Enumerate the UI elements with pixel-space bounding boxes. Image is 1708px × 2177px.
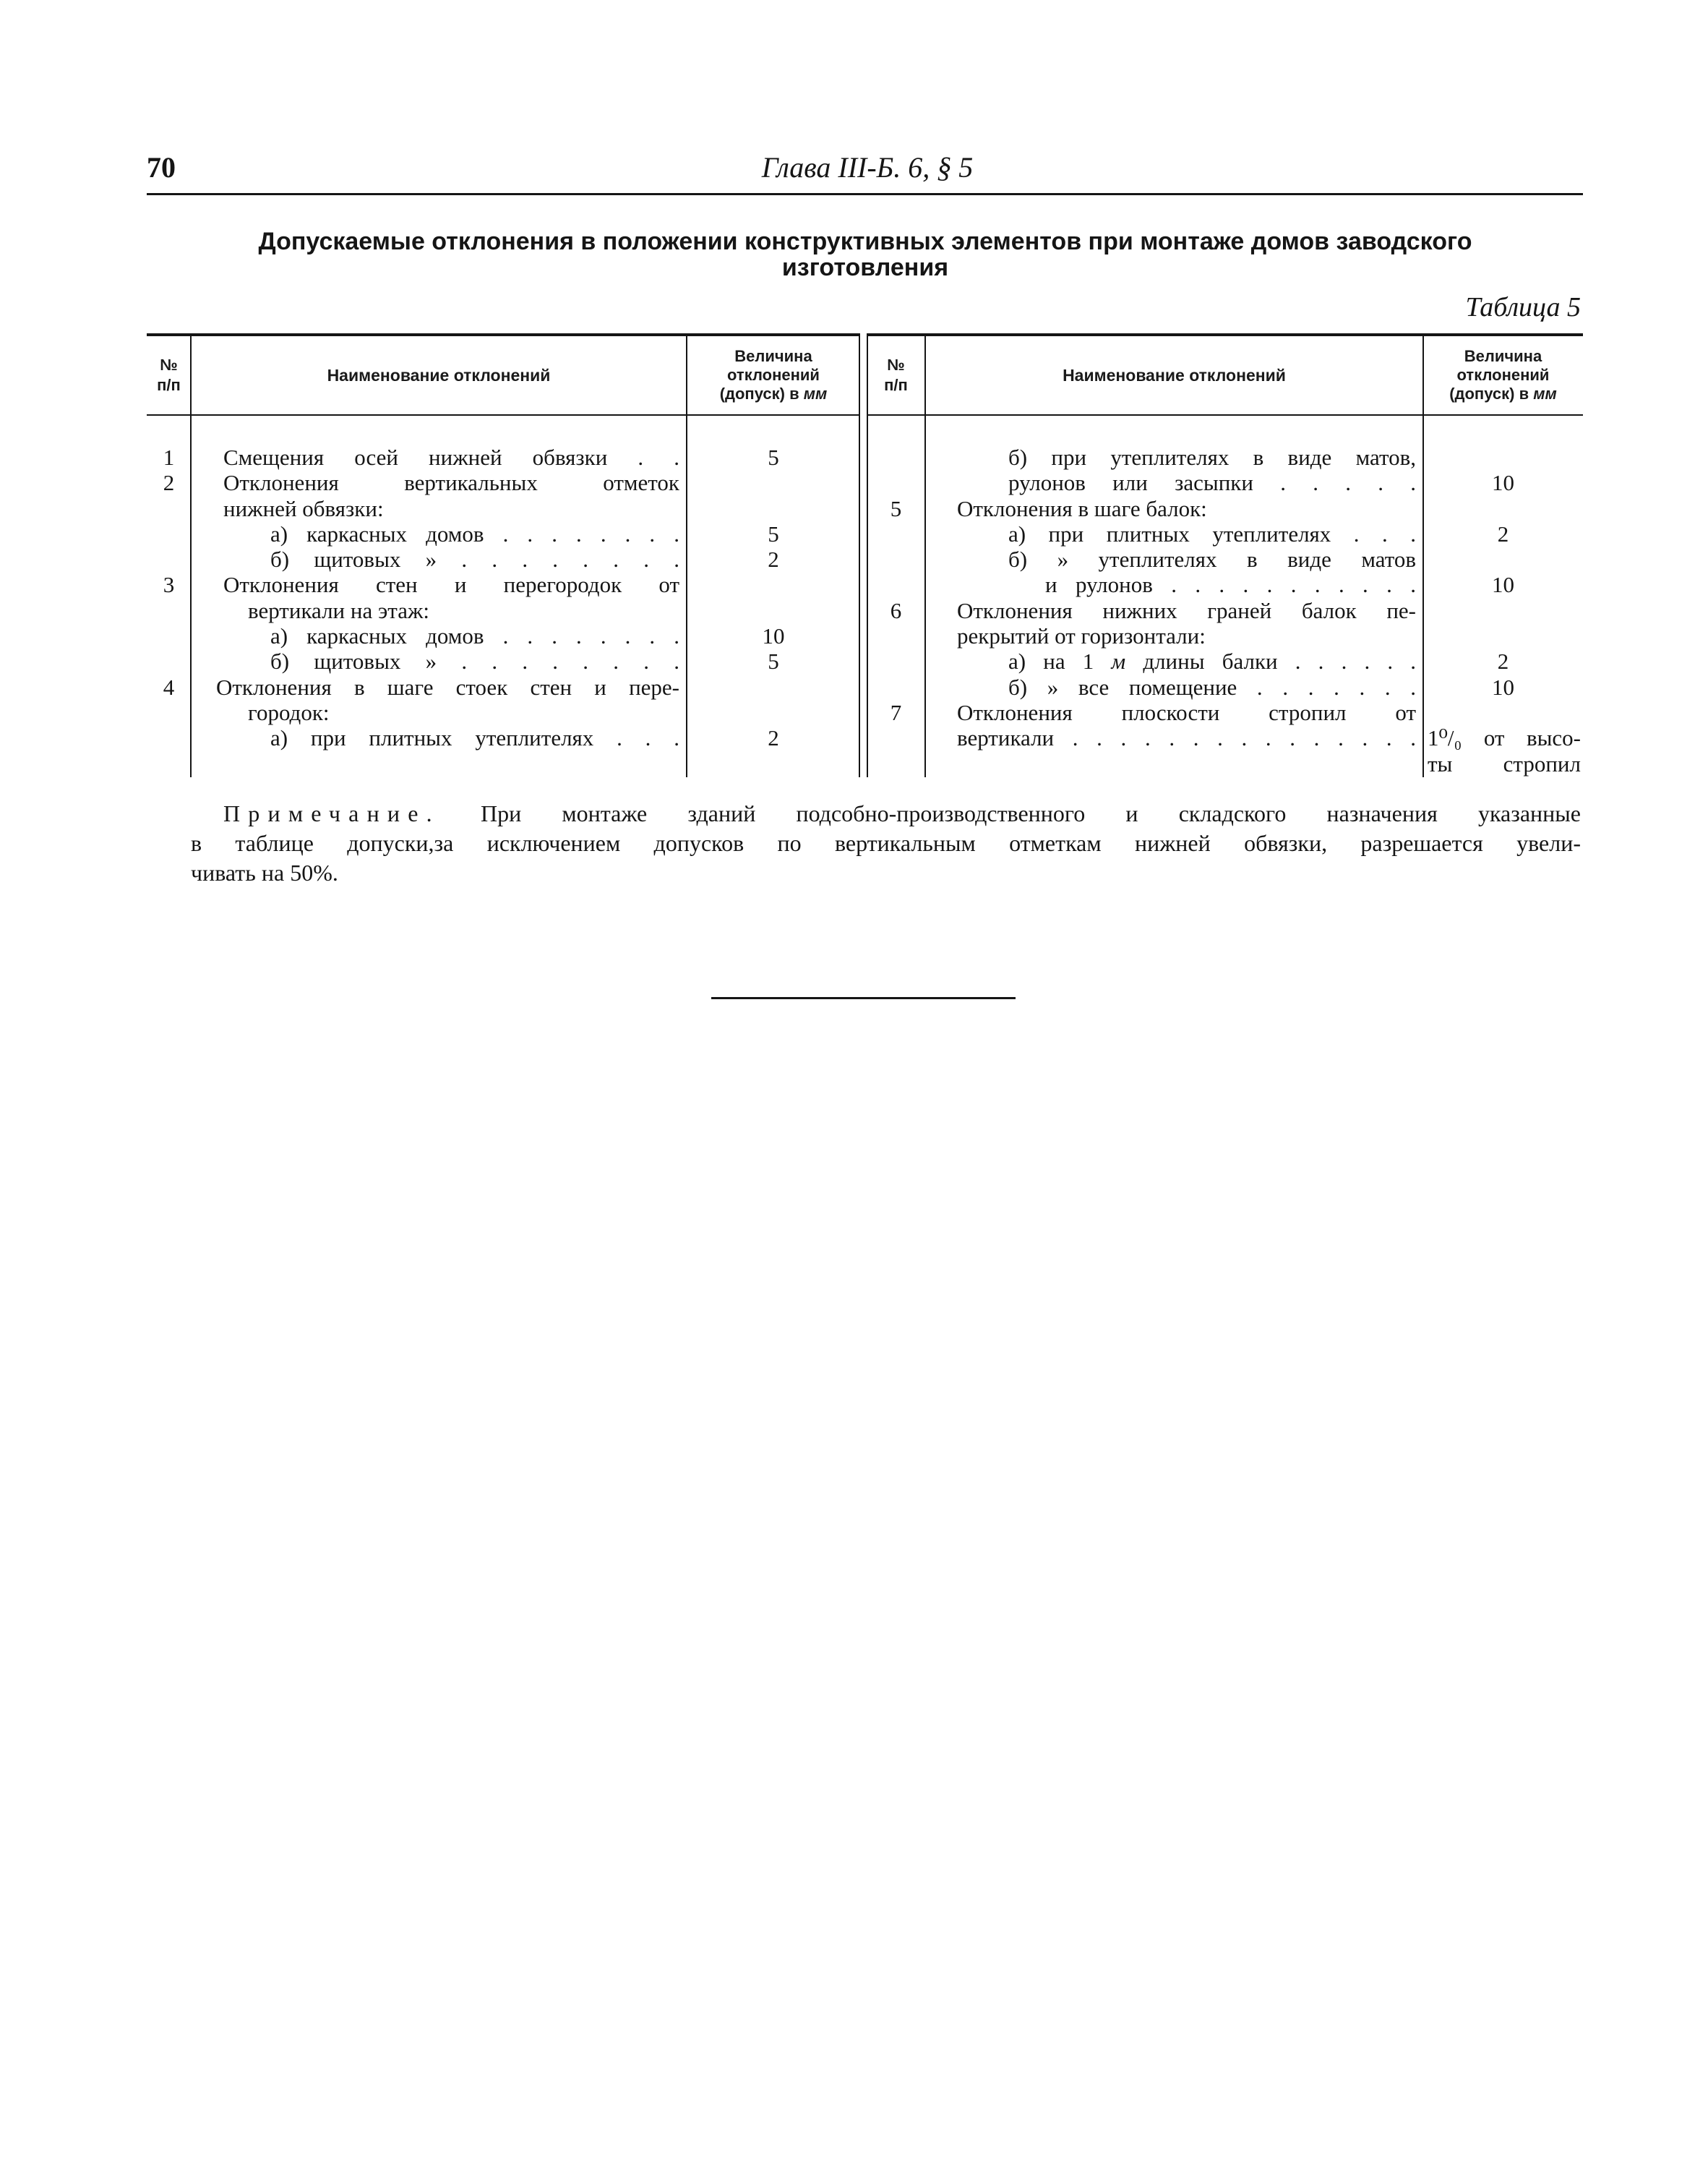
tolerance-value: 5 [768,649,779,675]
tolerance-value: ты стропил [1428,750,1581,777]
deviation-text: Отклонения вертикальных отметок [223,470,679,496]
table-row [147,445,860,470]
table-row [147,725,860,750]
row-number [147,649,191,674]
tolerance-value [687,470,860,495]
row-number: 3 [163,572,175,598]
number-sub: п/п [157,376,181,394]
table-row [867,623,1583,649]
row-number: 4 [163,674,175,700]
deviation-text: б) щитовых » . . . . . . . . [270,547,679,573]
tolerance-value [1423,598,1583,623]
row-number: 1 [163,445,175,470]
table-row [867,547,1583,572]
tolerance-value [687,598,860,623]
deviation-text: Отклонения нижних граней балок пе- [957,597,1416,623]
deviation-text: а) при плитных утеплителях . . . [270,725,679,751]
table-note [191,799,1581,888]
header-name: Наименование отклонений [1063,366,1286,385]
page-number: 70 [147,151,176,184]
header-value [687,336,860,414]
tolerance-value: 2 [768,547,779,573]
table-row [867,598,1583,623]
table-title [108,228,1622,281]
table-row [147,675,860,700]
deviation-text-part: а) на 1 [1008,649,1112,675]
tolerance-value: 2 [1497,521,1509,547]
row-number [867,751,925,777]
double-divider-rule [867,333,868,777]
deviation-text [925,649,1423,674]
tolerance-value: 5 [768,521,779,547]
deviation-text: рулонов или засыпки . . . . . [1008,470,1416,496]
row-number [867,547,925,572]
row-number: 2 [163,470,175,496]
column-rule [686,333,687,777]
note-label: Примечание. [223,800,440,826]
row-number [867,572,925,597]
deviation-text: б) » утеплителях в виде матов [1008,547,1416,573]
table-row [147,700,860,725]
row-number: 5 [890,495,902,521]
row-number [867,725,925,750]
table-label: Таблица 5 [1465,292,1581,322]
header-value [1423,336,1583,414]
table-header [147,336,860,414]
deviation-text: рекрытий от горизонтали: [957,623,1206,649]
deviation-text: Отклонения стен и перегородок от [223,572,679,598]
unit-label: м [1111,649,1126,675]
column-rule [190,333,192,777]
tolerance-value: 10 [1492,572,1514,598]
header-value-text: (допуск) в [1449,385,1529,403]
row-number [867,521,925,547]
table-header-rule [147,414,860,416]
tolerance-value: 1⁰/₀ от высо- [1428,725,1581,751]
row-number [867,470,925,495]
tolerance-value [1423,547,1583,572]
deviation-text: а) при плитных утеплителях . . . [1008,521,1416,547]
unit-label: мм [1533,385,1557,403]
tolerance-value [1423,496,1583,521]
deviation-text: нижней обвязки: [223,495,384,521]
header-value-line: Величина [734,347,812,365]
tolerance-value: 2 [768,725,779,751]
note-text: При монтаже зданий подсобно-производственного и складского назначения указанные [481,800,1581,826]
table-header-rule [867,414,1583,416]
table-row [867,700,1583,725]
row-number [147,521,191,547]
table-row [867,725,1583,750]
header-value-line: Величина [1464,347,1542,365]
unit-label: мм [803,385,828,403]
header-value-line [1449,385,1557,403]
tolerance-value: 10 [1492,470,1514,496]
table-title-line: Допускаемые отклонения в положении конструктивных элементов при монтаже домов заводского [258,228,1472,255]
table-title-line: изготовления [781,254,949,281]
deviation-text: б) при утеплителях в виде матов, [1008,445,1416,470]
row-number: 6 [890,597,902,623]
deviation-text-part: длины балки . . . . . . [1125,649,1416,675]
tolerance-value [1423,445,1583,470]
tolerance-value [1423,623,1583,649]
row-number [147,496,191,521]
number-symbol: № [160,356,178,374]
table-row [147,496,860,521]
table-row [867,675,1583,700]
header-value-line [720,385,828,403]
tolerance-value [687,700,860,725]
end-rule [711,997,1016,999]
table-row [147,623,860,649]
header-number [147,336,191,414]
row-number [867,675,925,700]
tolerance-value: 5 [768,445,779,470]
number-sub: п/п [884,376,908,394]
tolerance-value: 10 [1492,674,1514,700]
table-row [867,649,1583,674]
deviation-text: Отклонения плоскости стропил от [957,699,1416,725]
deviation-text: и рулонов . . . . . . . . . . . [1045,572,1416,598]
note-line [191,799,1581,829]
tolerance-value [687,496,860,521]
deviation-text: вертикали на этаж: [248,597,429,623]
deviation-text: Отклонения в шаге стоек стен и пере- [216,674,679,700]
table-row [147,547,860,572]
table-row [147,649,860,674]
tolerance-value: 2 [1497,649,1509,675]
deviation-text: вертикали . . . . . . . . . . . . . . . [957,725,1416,751]
tolerance-value [1423,700,1583,725]
double-divider-rule [859,333,860,777]
table-row [147,572,860,597]
number-symbol: № [887,356,905,374]
chapter-heading: Глава III-Б. 6, § 5 [761,151,974,184]
header-value-line: отклонений [1456,366,1550,384]
table-row [867,445,1583,470]
tolerance-value [687,572,860,597]
table-row [867,751,1583,777]
table-row [867,521,1583,547]
row-number [867,623,925,649]
deviation-text: б) » все помещение . . . . . . . [1008,674,1416,700]
header-number [867,336,925,414]
row-number [147,725,191,750]
table-row [147,598,860,623]
row-number [147,547,191,572]
deviation-text: а) каркасных домов . . . . . . . . [270,623,679,649]
table-body [867,445,1583,777]
table-header [867,336,1583,414]
deviation-text [925,751,1423,777]
column-rule [1422,333,1424,777]
row-number: 7 [890,699,902,725]
deviation-text: Отклонения в шаге балок: [957,495,1207,521]
table-row [867,496,1583,521]
header-value-text: (допуск) в [719,385,799,403]
column-rule [924,333,926,777]
deviation-text: Смещения осей нижней обвязки . . [223,445,679,470]
row-number [867,445,925,470]
deviation-text: а) каркасных домов . . . . . . . . [270,521,679,547]
table-body [147,445,860,751]
table-row [867,572,1583,597]
note-line: в таблице допуски,за исключением допусков по вертикальным отметкам нижней обвязки, разрешается увели- [191,830,1581,856]
table-row [147,521,860,547]
tolerance-value: 10 [762,623,785,649]
deviation-text: б) щитовых » . . . . . . . . [270,649,679,675]
row-number [147,598,191,623]
deviation-text: городок: [248,699,330,725]
row-number [147,700,191,725]
row-number [867,649,925,674]
note-line: чивать на 50%. [191,860,338,886]
tolerance-value [687,675,860,700]
header-name: Наименование отклонений [327,366,551,385]
table-row [867,470,1583,495]
header-value-line: отклонений [727,366,820,384]
header-rule [147,193,1583,195]
row-number [147,623,191,649]
table-row [147,470,860,495]
